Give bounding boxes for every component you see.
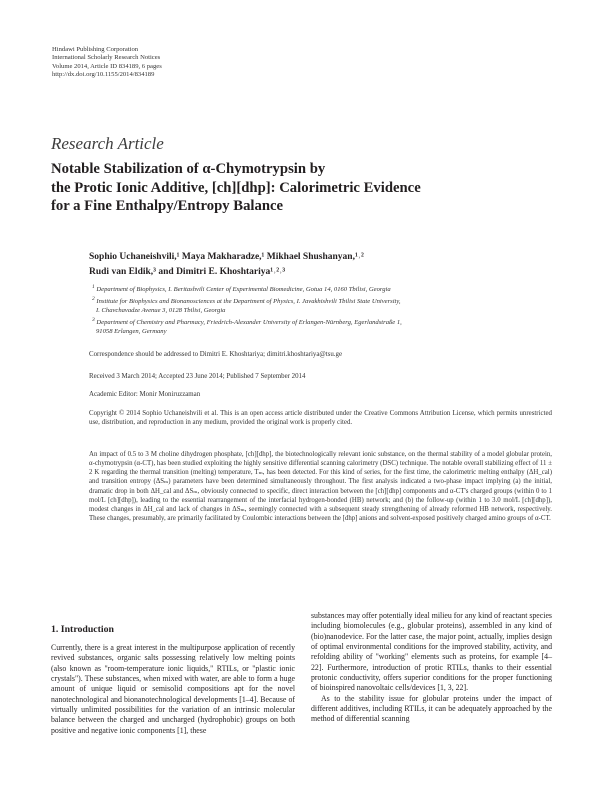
journal-header (52, 46, 162, 80)
body-paragraph: substances may offer potentially ideal milieu for any kind of reactant species including biomolecules (e.g., globular proteins), assembled in any kind of (bio)nanodevice. For the latter case, the major point, actually, implies design of optimal environmental conditions for the improved stability, activity, and refolding ability of "working" elements such as proteins, for example [4–22]. Furthermore, introduction of protic RTILs, thanks to their essential protonic conductivity, offers superior conditions for the proper functioning of bioinspired nanovoltaic cells/devices [1, 3, 22]. (311, 611, 552, 693)
volume-line: Volume 2014, Article ID 834189, 6 pages (52, 62, 162, 70)
affiliations (89, 283, 559, 337)
title-line-1: Notable Stabilization of α-Chymotrypsin by (51, 161, 326, 177)
authors-line-1: Sophio Uchaneishvili,¹ Maya Makharadze,¹ Mikhael Shushanyan,¹˒² (89, 252, 364, 262)
correspondence-line: Correspondence should be addressed to Dimitri E. Khoshtariya; dimitri.khoshtariya@tsu.ge (89, 351, 343, 358)
abstract: An impact of 0.5 to 3 M choline dihydrogen phosphate, [ch][dhp], the biotechnologically relevant ionic substance, on the thermal stability of a model globular protein, α-chymotrypsin (α-CT), has been studied exploiting the highly sensitive differential scanning calorimetry (DSC) technique. The notable overall stabilizing effect of 11 ± 2 K regarding the thermal transition (melting) temperature, Tₘ, has been detected. For this kind of series, for the first time, the calorimetric melting enthalpy (ΔH_cal) and transition entropy (ΔSₘ) parameters have been determined simultaneously throughout. The first analysis indicated a two-phase impact implying (a) the initial, dramatic drop in both ΔH_cal and ΔSₘ, obviously connected to specific, direct interaction between the [ch][dhp] components and α-CT's charged groups (within 0 to 1 mol/L [ch][dhp]), leading to the essential rearrangement of the interfacial hydrogen-bonded (HB) network; and (b) the follow-up (within 1 to 3.0 mol/L [ch][dhp]), modest changes in ΔH_cal and lack of changes in ΔSₘ, seemingly connected with a subsequent steady strengthening of already reformed HB network, respectively. These changes, presumably, are primarily facilitated by Coulombic interactions between the [dhp] anions and solvent-exposed positively charged amino groups of α-CT. (89, 451, 552, 523)
article-type: Research Article (51, 134, 164, 153)
body-paragraph: As to the stability issue for globular proteins under the impact of different additives, including RTILs, it can be adequately approached by the method of differential scanning (311, 693, 552, 724)
title-line-2: the Protic Ionic Additive, [ch][dhp]: Calorimetric Evidence (51, 179, 421, 196)
affiliation-number: 2 (92, 296, 95, 303)
author-list (89, 250, 549, 279)
body-paragraph: Currently, there is a great interest in the multipurpose application of recently revived substances, organic salts possessing relatively low melting points (also known as "room-temperature ionic liquids," RTILs, or "plastic ionic crystals"). These substances, when mixed with water, are able to form a huge amount of unique liquid or semisolid compositions apt for the novel nanotechnological and bionanotechnological developments [1–4]. Because of virtually unlimited possibilities for the variation of an intrinsic molecular balance between the charged and uncharged (hydrophobic) groups on both positive and negative ionic components [1], these (51, 643, 295, 735)
doi-link[interactable]: http://dx.doi.org/10.1155/2014/834189 (52, 71, 155, 79)
affiliation-3-continued: 91058 Erlangen, Germany (96, 328, 167, 336)
left-column (51, 643, 295, 736)
dates-line: Received 3 March 2014; Accepted 23 June 2014; Published 7 September 2014 (89, 373, 306, 380)
title-line-3: for a Fine Enthalpy/Entropy Balance (51, 198, 284, 215)
affiliation-text: Department of Chemistry and Pharmacy, Friedrich-Alexander University of Erlangen-Nürnberg, Egerlandstraße 1, (96, 319, 402, 327)
affiliation-3 (89, 316, 559, 328)
affiliation-text: Institute for Biophysics and Bionanosciences at the Department of Physics, I. Javakhishvili Tbilisi State University, (96, 298, 401, 306)
article-title (51, 160, 551, 216)
affiliation-number: 1 (92, 284, 95, 290)
authors-line-2: Rudi van Eldik,³ and Dimitri E. Khoshtariya¹˒²˒³ (89, 266, 286, 277)
affiliation-text: Department of Biophysics, I. Beritashvili Center of Experimental Biomedicine, Gotua 14, 0160 Tbilisi, Georgia (96, 286, 391, 294)
affiliation-2 (89, 295, 559, 307)
affiliation-2-continued: I. Chavchavadze Avenue 3, 0128 Tbilisi, Georgia (96, 307, 226, 315)
publisher-name: Hindawi Publishing Corporation (52, 46, 139, 53)
section-heading: 1. Introduction (51, 624, 114, 635)
affiliation-1 (89, 283, 559, 295)
affiliation-number: 3 (92, 317, 95, 324)
right-column (311, 611, 552, 725)
journal-name: International Scholarly Research Notices (52, 54, 161, 62)
academic-editor: Academic Editor: Monir Moniruzzaman (89, 391, 201, 398)
copyright-notice: Copyright © 2014 Sophio Uchaneishvili et al. This is an open access article distributed under the Creative Commons Attribution License, which permits unrestricted use, distribution, and reproduction in any medium, provided the original work is properly cited. (89, 410, 552, 427)
